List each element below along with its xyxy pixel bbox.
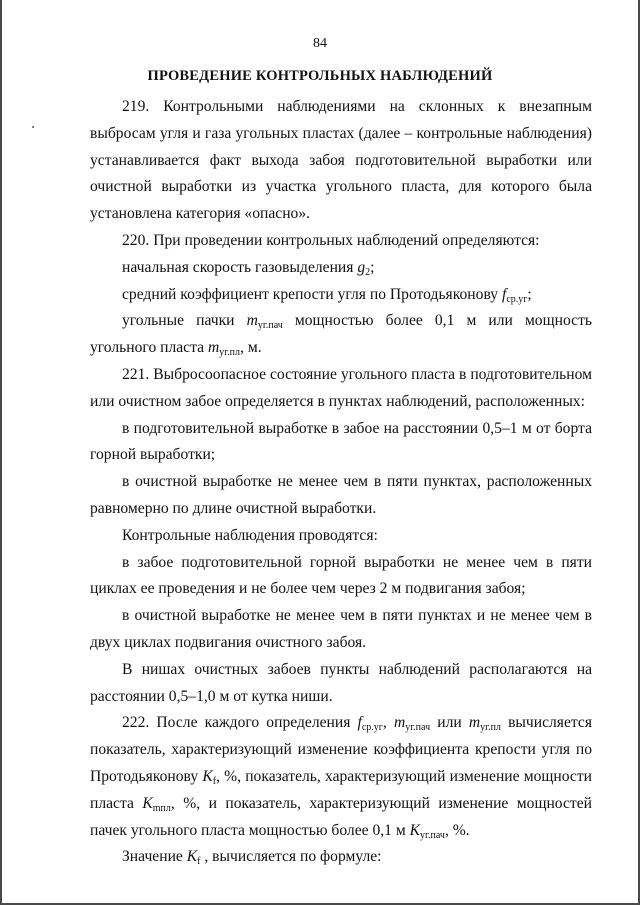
item-coal-packs: угольные пачки $m_{уг.пач}$ мощностью более 0,1 м или мощность угольного пласта $m_{уг.пл}$, м. bbox=[90, 312, 592, 359]
page-number: 84 bbox=[313, 36, 327, 51]
paragraph-220: 220. При проведении контрольных наблюдений определяются: bbox=[122, 231, 540, 249]
paragraph-221: 221. Выбросоопасное состояние угольного пласта в подготовительном или очистном забое определяется в пунктах наблюдений, расположенных: bbox=[90, 365, 592, 410]
control-prep: в забое подготовительной горной выработки не менее чем в пяти циклах ее проведения и не более чем через 2 м подвигания забоя; bbox=[90, 553, 592, 598]
formula-intro: Значение $K_f$ , вычисляется по формуле: bbox=[122, 848, 382, 868]
body-text bbox=[90, 94, 592, 871]
item-gas-rate: начальная скорость газовыделения $g_2$; bbox=[122, 258, 375, 278]
item-strength-coef: средний коэффициент крепости угля по Протодьяконову $f_{ср.уг}$; bbox=[122, 285, 532, 305]
item-prep-working: в подготовительной выработке в забое на расстоянии 0,5–1 м от борта горной выработки; bbox=[90, 419, 592, 464]
scan-speck bbox=[32, 126, 34, 128]
paragraph-219: 219. Контрольными наблюдениями на склонных к внезапным выбросам угля и газа угольных пластах (далее – контрольные наблюдения) устанавливается факт выхода забоя подготовительной выработки или очистной выработки из участка угольного пласта, для которого была установлена категория «опасно». bbox=[90, 98, 592, 223]
control-clean: в очистной выработке не менее чем в пяти пунктах и не менее чем в двух циклах подвигания очистного забоя. bbox=[90, 607, 592, 651]
paragraph-niches: В нишах очистных забоев пункты наблюдений располагаются на расстоянии 0,5–1,0 м от кутка ниши. bbox=[90, 660, 592, 705]
control-intro: Контрольные наблюдения проводятся: bbox=[122, 526, 378, 544]
section-heading: ПРОВЕДЕНИЕ КОНТРОЛЬНЫХ НАБЛЮДЕНИЙ bbox=[147, 68, 493, 84]
paragraph-222: 222. После каждого определения $f_{ср.уг}$, $m_{уг.пач}$ или $m_{уг.пл}$ вычисляется показатель, характеризующий изменение коэффициента крепости угля по Протодьяконову $K_f$, %, показатель, характеризующий изменение мощности пласта $K_{mпл}$, %, и показатель, характеризующий изменение мощностей пачек угольного пласта мощностью более 0,1 м $K_{уг.пач}$, %. bbox=[90, 714, 592, 841]
item-clean-working: в очистной выработке не менее чем в пяти пунктах, расположенных равномерно по длине очистной выработки. bbox=[90, 473, 592, 517]
